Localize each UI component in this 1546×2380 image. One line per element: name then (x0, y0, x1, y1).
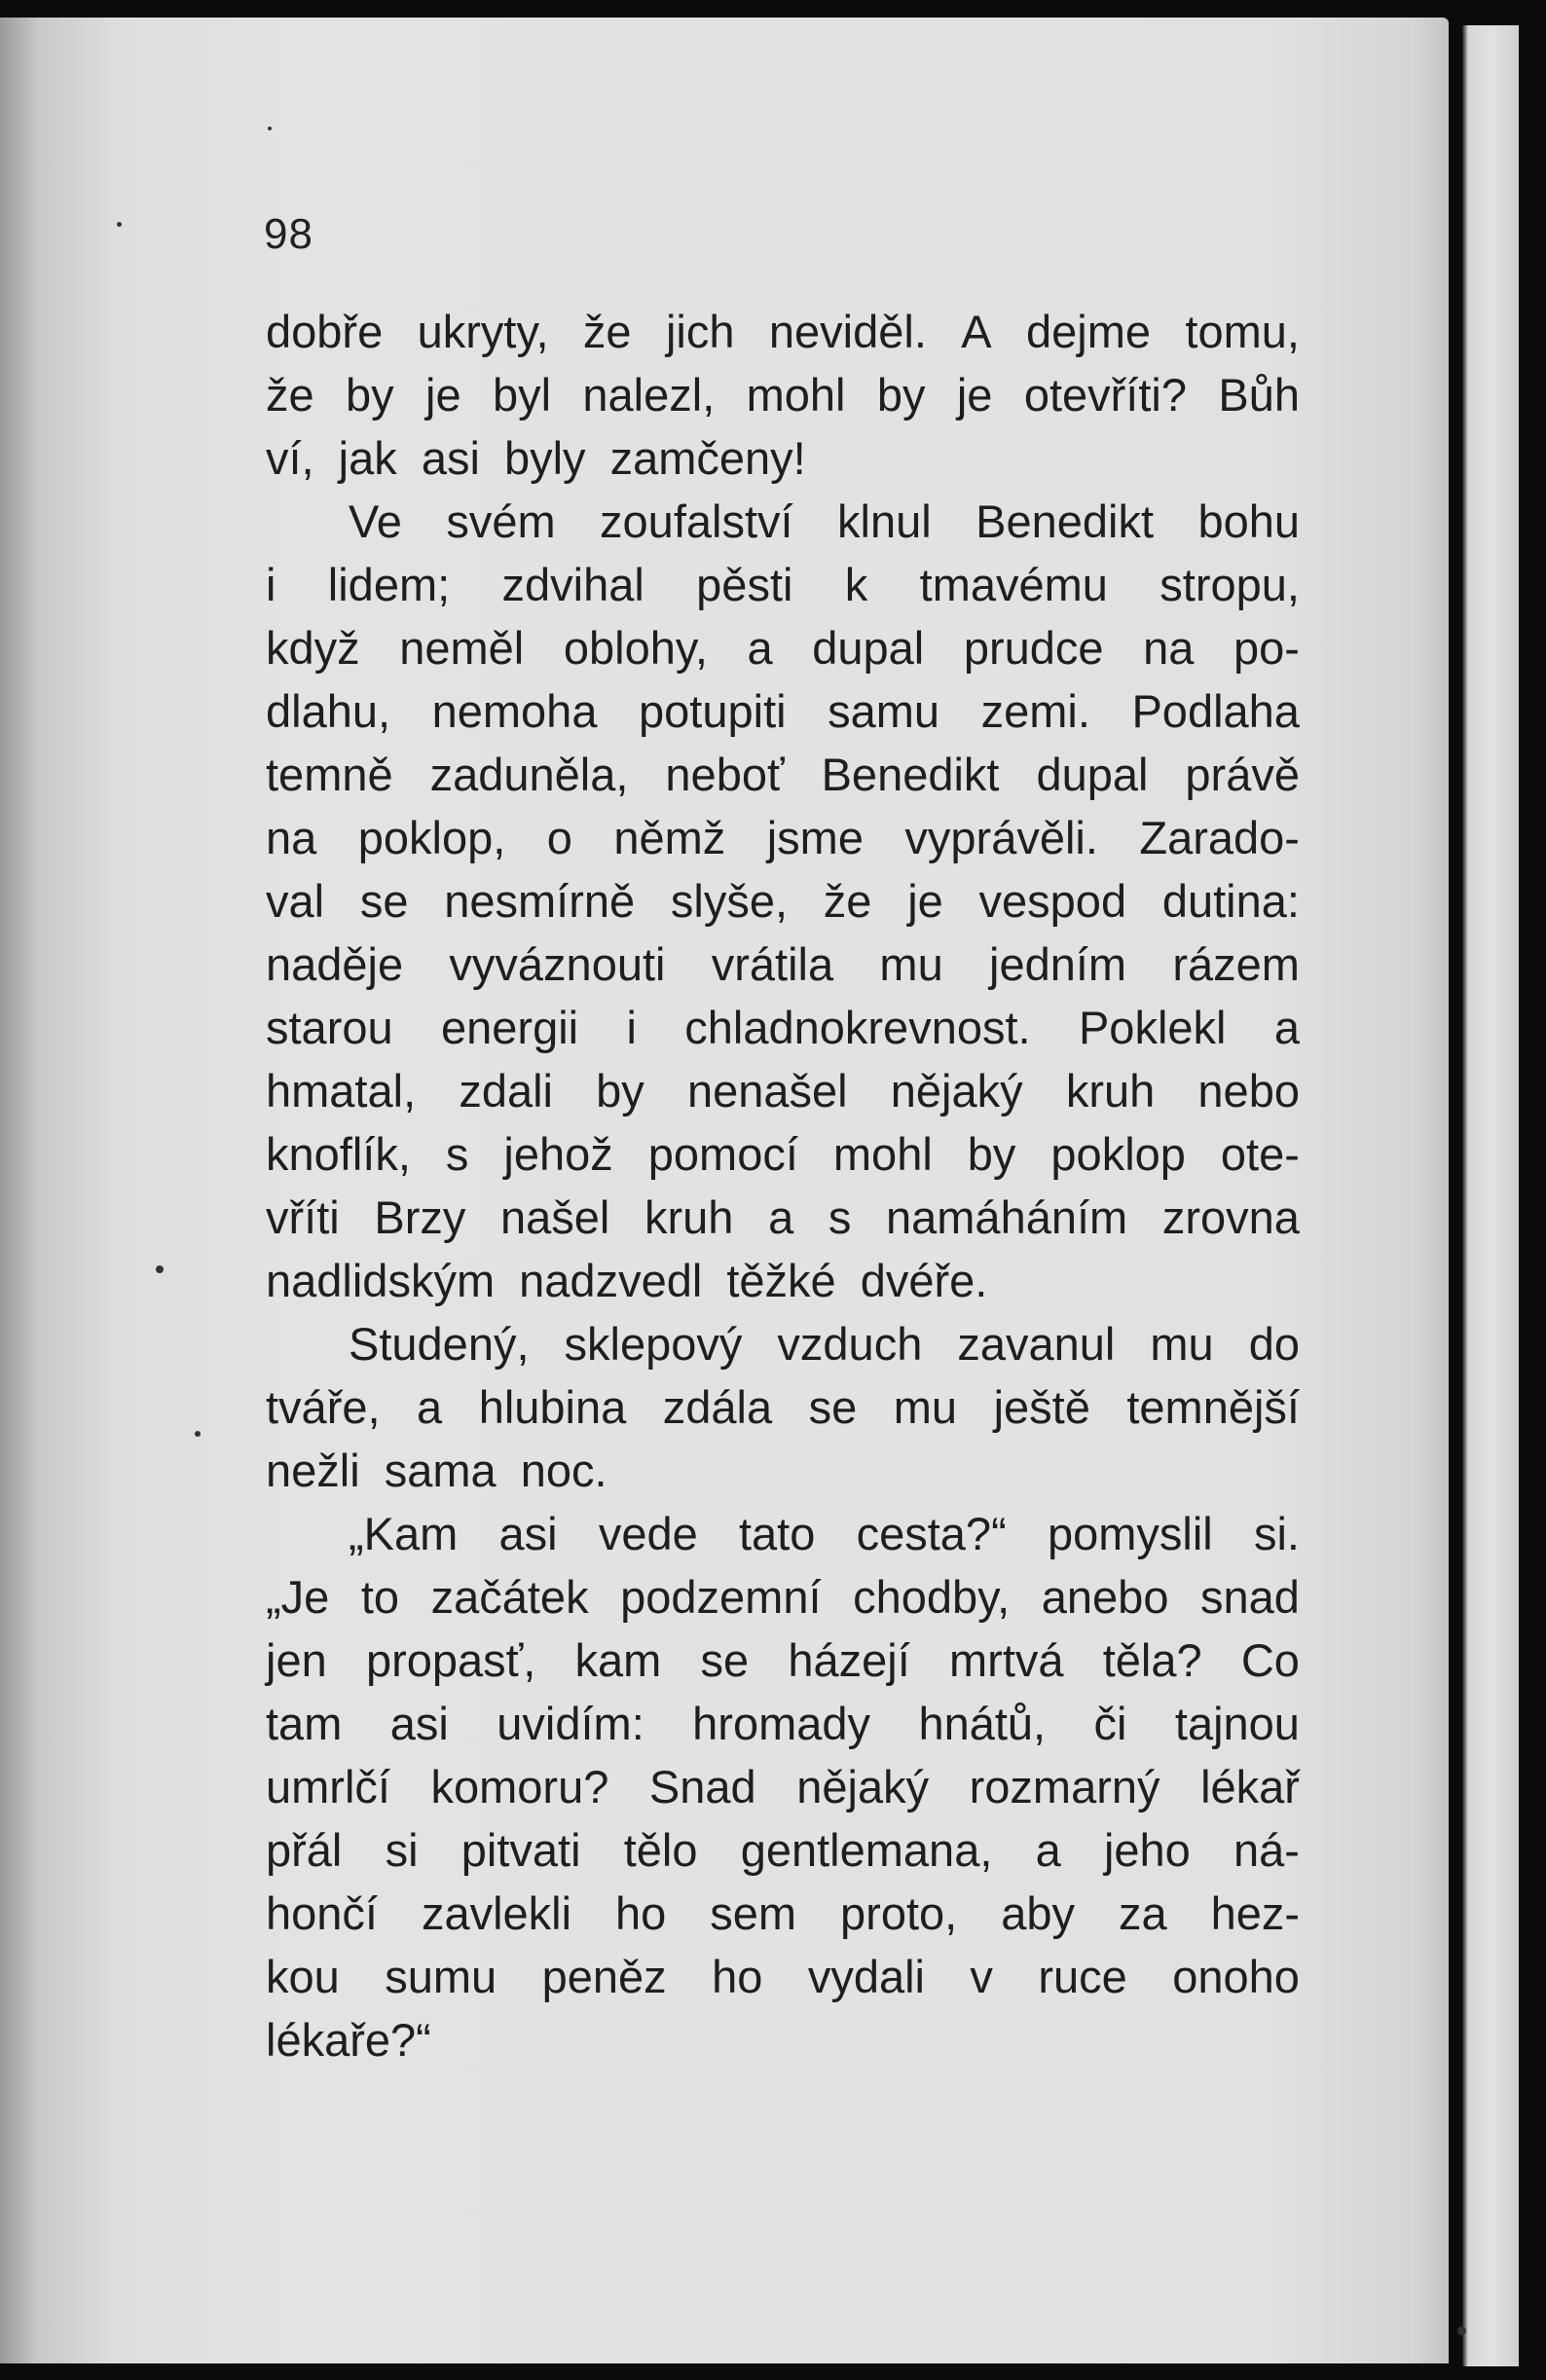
word: uvidím: (497, 1698, 644, 1749)
word: hromady (692, 1698, 871, 1749)
word: se (700, 1634, 750, 1686)
text-line (266, 1818, 1300, 1882)
word: k (844, 559, 868, 610)
word: mu (893, 1381, 958, 1433)
word: do (1248, 1318, 1300, 1370)
word: Benedikt (975, 495, 1155, 547)
word: nalezl, (582, 369, 716, 421)
text-line (266, 743, 1300, 806)
word: že (266, 369, 314, 421)
word: ná- (1233, 1824, 1300, 1876)
word: zoufalství (600, 495, 793, 547)
word: vzduch (777, 1318, 923, 1370)
word: by (596, 1065, 644, 1117)
word: tato (738, 1508, 816, 1559)
text-line (266, 996, 1300, 1059)
word: a (768, 1191, 794, 1243)
word: a (1273, 1002, 1300, 1053)
word: právě (1185, 749, 1300, 800)
word: neměl (399, 622, 525, 674)
text-line (266, 1945, 1300, 2008)
word: oblohy, (563, 622, 708, 674)
word: za (1118, 1887, 1167, 1939)
word: by (876, 369, 926, 421)
word: sumu (385, 1951, 497, 2002)
word: zemi. (980, 685, 1090, 737)
text-line: nadlidským nadzvedl těžké dvéře. (266, 1255, 988, 1306)
print-speck (117, 222, 122, 227)
word: stropu, (1160, 559, 1300, 610)
word: nějaký (796, 1761, 930, 1812)
word: knoflík, (266, 1128, 411, 1180)
word: ukryty, (417, 306, 549, 357)
word: Snad (648, 1761, 756, 1812)
word: nebo (1197, 1065, 1300, 1117)
word: komoru? (430, 1761, 609, 1812)
word: tělo (623, 1824, 698, 1876)
text-line (266, 1312, 1300, 1375)
word: jeho (1103, 1824, 1191, 1876)
word: prudce (963, 622, 1104, 674)
word: Benedikt (821, 749, 1000, 800)
word: když (266, 622, 360, 674)
word: jehož (503, 1128, 613, 1180)
word: tam (266, 1698, 343, 1749)
word: pomyslil (1047, 1508, 1213, 1559)
word: ho (712, 1951, 763, 2002)
text-line (266, 1375, 1300, 1439)
word: těla? (1102, 1634, 1202, 1686)
word: se (359, 875, 409, 927)
word: nesmírně (444, 875, 636, 927)
word: házejí (788, 1634, 910, 1686)
word: němž (613, 812, 726, 863)
word: podzemní (620, 1571, 822, 1623)
word: asi (389, 1698, 449, 1749)
word: dupal (1036, 749, 1149, 800)
text-line: lékaře?“ (266, 2014, 431, 2066)
word: ruce (1038, 1951, 1127, 2002)
word: jen (266, 1634, 327, 1686)
word: hmatal, (266, 1065, 417, 1117)
word: na (266, 812, 317, 863)
word: tajnou (1174, 1698, 1300, 1749)
print-speck (1457, 2326, 1466, 2335)
word: si. (1253, 1508, 1300, 1559)
word: bohu (1197, 495, 1300, 547)
word: kruh (644, 1191, 734, 1243)
word: val (266, 875, 325, 927)
word: anebo (1041, 1571, 1169, 1623)
word: jich (665, 306, 735, 357)
page-sheet (0, 18, 1449, 2363)
word: samu (828, 685, 940, 737)
word: našel (500, 1191, 610, 1243)
word: je (956, 369, 993, 421)
word: zdali (459, 1065, 553, 1117)
word: sem (710, 1887, 797, 1939)
body-text (266, 300, 1300, 2071)
word: zavlekli (421, 1887, 572, 1939)
word: Bůh (1218, 369, 1300, 421)
word: Zarado- (1139, 812, 1300, 863)
word: rozmarný (969, 1761, 1160, 1812)
word: to (360, 1571, 400, 1623)
word: mu (1150, 1318, 1214, 1370)
word: mu (879, 938, 943, 990)
word: vydali (807, 1951, 925, 2002)
word: dlahu, (266, 685, 391, 737)
word: rázem (1172, 938, 1300, 990)
word: hez- (1210, 1887, 1300, 1939)
text-line (266, 300, 1300, 363)
word: energii (441, 1002, 579, 1053)
next-page-edge (1462, 25, 1519, 2366)
word: poklop (1050, 1128, 1186, 1180)
word: Studený, (349, 1318, 530, 1370)
word: s (445, 1128, 469, 1180)
text-line (266, 1186, 1300, 1249)
word: asi (498, 1508, 558, 1559)
text-line (266, 869, 1300, 933)
word: vyváznouti (449, 938, 666, 990)
text-line (266, 1755, 1300, 1818)
word: vespod (978, 875, 1127, 927)
word: tváře, (266, 1381, 381, 1433)
word: kam (574, 1634, 662, 1686)
word: na (1143, 622, 1195, 674)
text-line (266, 1059, 1300, 1122)
word: zaduněla, (429, 749, 629, 800)
word: vříti (266, 1191, 340, 1243)
word: otevříti? (1023, 369, 1187, 421)
text-line: nežli sama noc. (266, 1445, 607, 1496)
word: se (808, 1381, 858, 1433)
word: svém (446, 495, 556, 547)
word: potupiti (639, 685, 787, 737)
word: zrovna (1161, 1191, 1300, 1243)
word: přál (266, 1824, 343, 1876)
print-speck (268, 127, 272, 130)
word: lékař (1200, 1761, 1300, 1812)
word: poklop, (357, 812, 506, 863)
word: si (385, 1824, 419, 1876)
word: temnější (1126, 1381, 1300, 1433)
word: chodby, (853, 1571, 1011, 1623)
text-line (266, 1882, 1300, 1945)
word: starou (266, 1002, 393, 1053)
word: hnátů, (918, 1698, 1047, 1749)
text-line (266, 1502, 1300, 1565)
word: onoho (1172, 1951, 1300, 2002)
text-line (266, 1565, 1300, 1629)
word: hlubina (478, 1381, 627, 1433)
text-line (266, 1629, 1300, 1692)
word: snad (1200, 1571, 1300, 1623)
word: umrlčí (266, 1761, 390, 1812)
word: chladnokrevnost. (684, 1002, 1031, 1053)
word: ho (615, 1887, 667, 1939)
word: pitvati (460, 1824, 581, 1876)
word: nemoha (431, 685, 598, 737)
word: proto, (840, 1887, 958, 1939)
page-number: 98 (264, 210, 313, 258)
text-line (266, 1122, 1300, 1186)
text-line (266, 553, 1300, 616)
word: neboť (665, 749, 785, 800)
word: aby (1001, 1887, 1075, 1939)
text-line: ví, jak asi byly zamčeny! (266, 432, 806, 484)
text-line (266, 679, 1300, 743)
word: by (967, 1128, 1016, 1180)
word: Brzy (374, 1191, 466, 1243)
word: klnul (837, 495, 932, 547)
word: po- (1233, 622, 1300, 674)
word: mohl (832, 1128, 933, 1180)
word: jsme (766, 812, 864, 863)
word: mrtvá (949, 1634, 1064, 1686)
word: že (823, 875, 872, 927)
word: s (828, 1191, 852, 1243)
word: by (346, 369, 394, 421)
word: a (1035, 1824, 1061, 1876)
text-line (266, 616, 1300, 679)
word: začátek (430, 1571, 589, 1623)
word: jedním (989, 938, 1127, 990)
word: nějaký (890, 1065, 1023, 1117)
word: kruh (1065, 1065, 1156, 1117)
word: pěsti (696, 559, 793, 610)
word: hončí (266, 1887, 378, 1939)
word: dupal (812, 622, 925, 674)
word: gentlemana, (740, 1824, 993, 1876)
word: vrátila (711, 938, 834, 990)
word: dobře (266, 306, 384, 357)
word: zdála (662, 1381, 773, 1433)
word: i (266, 559, 276, 610)
word: „Kam (349, 1508, 459, 1559)
word: peněz (541, 1951, 667, 2002)
word: sklepový (564, 1318, 743, 1370)
word: slyše, (670, 875, 789, 927)
word: či (1093, 1698, 1127, 1749)
text-line (266, 363, 1300, 426)
word: tmavému (919, 559, 1108, 610)
word: namáháním (886, 1191, 1128, 1243)
word: nenašel (686, 1065, 848, 1117)
word: temně (266, 749, 393, 800)
word: Ve (349, 495, 402, 547)
text-line (266, 933, 1300, 996)
word: naděje (266, 938, 404, 990)
word: a (747, 622, 773, 674)
word: je (425, 369, 461, 421)
word: dejme (1026, 306, 1152, 357)
word: pomocí (647, 1128, 798, 1180)
word: dutina: (1161, 875, 1300, 927)
word: je (907, 875, 943, 927)
word: Podlaha (1131, 685, 1300, 737)
word: „Je (266, 1571, 330, 1623)
text-line (266, 1692, 1300, 1755)
word: i (626, 1002, 637, 1053)
word: vede (598, 1508, 698, 1559)
print-speck (195, 1431, 201, 1437)
word: Co (1240, 1634, 1300, 1686)
word: A (961, 306, 992, 357)
word: vyprávěli. (904, 812, 1098, 863)
word: cesta?“ (856, 1508, 1007, 1559)
text-line (266, 490, 1300, 553)
word: že (582, 306, 632, 357)
word: o (546, 812, 572, 863)
word: zavanul (957, 1318, 1116, 1370)
print-speck (156, 1265, 164, 1273)
word: ote- (1220, 1128, 1300, 1180)
word: ještě (993, 1381, 1090, 1433)
word: byl (492, 369, 552, 421)
word: mohl (746, 369, 846, 421)
word: zdvihal (501, 559, 644, 610)
text-line (266, 806, 1300, 869)
word: kou (266, 1951, 340, 2002)
word: neviděl. (768, 306, 927, 357)
word: tomu, (1185, 306, 1300, 357)
word: a (417, 1381, 443, 1433)
word: v (970, 1951, 993, 2002)
word: Poklekl (1078, 1002, 1227, 1053)
word: lidem; (327, 559, 451, 610)
word: propasť, (365, 1634, 536, 1686)
